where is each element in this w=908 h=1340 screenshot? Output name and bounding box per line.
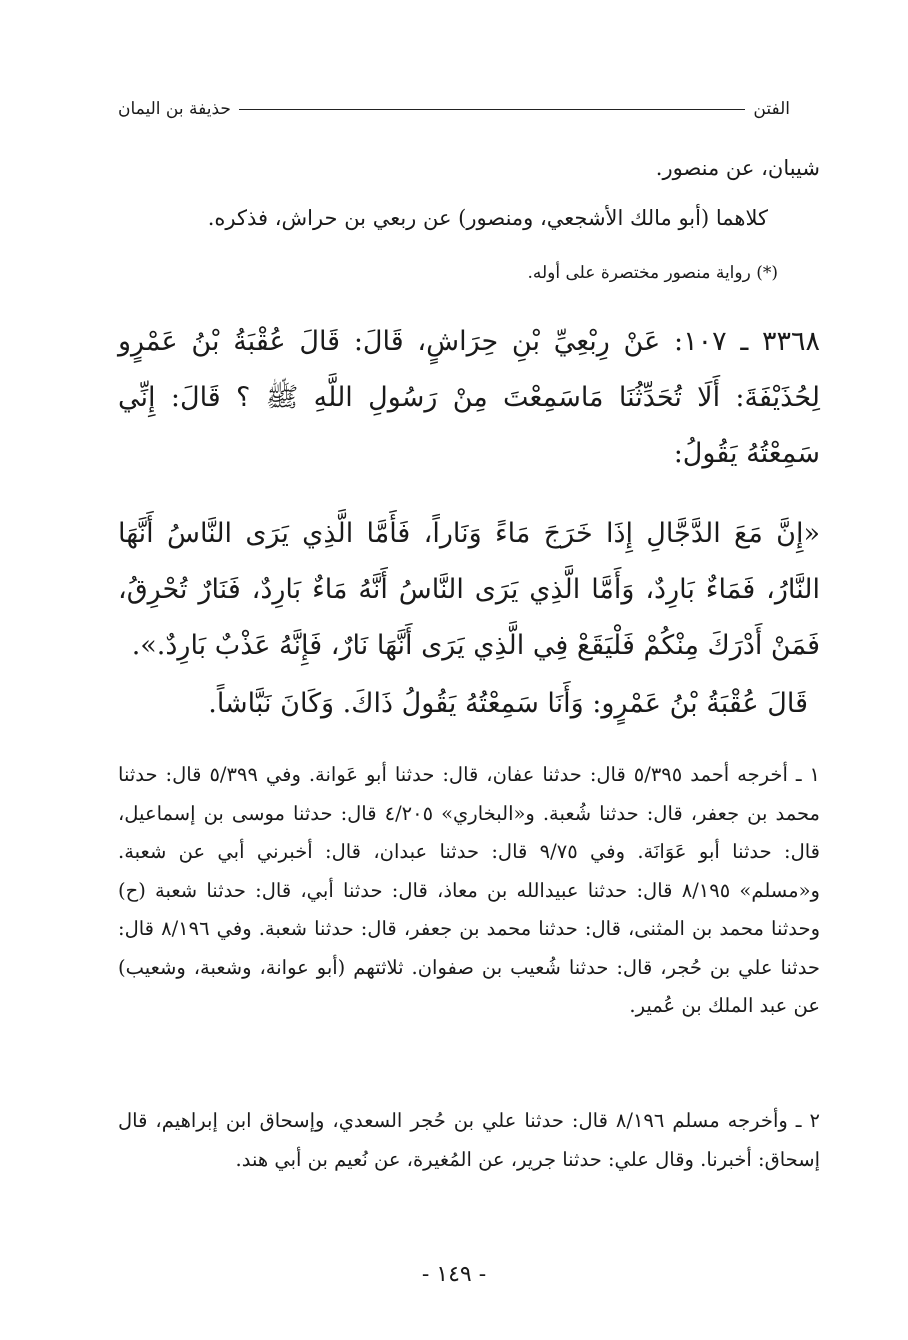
hadith-chain: ٣٣٦٨ ـ ١٠٧: عَنْ رِبْعِيِّ بْنِ حِرَاشٍ، قَالَ: قَالَ عُقْبَةُ بْنُ عَمْرٍو لِحُذَيْفَةَ: أَلَا تُحَدِّثُنَا مَاسَمِعْتَ مِنْ رَسُولِ اللَّهِ ﷺ ؟ قَالَ: إِنِّي سَمِعْتُهُ يَقُولُ: [118, 326, 820, 469]
hadith-closing: قَالَ عُقْبَةُ بْنُ عَمْرٍو: وَأَنَا سَمِعْتُهُ يَقُولُ ذَاكَ. وَكَانَ نَبَّاشاً. [208, 688, 808, 719]
takhrij-note-2: ٢ ـ وأخرجه مسلم ٨/١٩٦ قال: حدثنا علي بن حُجر السعدي، وإسحاق ابن إبراهيم، قال إسحاق: أخبرنا. وقال علي: حدثنا جرير، عن المُغيرة، عن نُعيم بن أبي هند. [118, 1109, 820, 1171]
intro-line-1: شيبان، عن منصور. [655, 156, 820, 180]
star-footnote: (*) رواية منصور مختصرة على أوله. [527, 263, 778, 283]
takhrij-note-1: ١ ـ أخرجه أحمد ٥/٣٩٥ قال: حدثنا عفان، قال: حدثنا أبو عَوانة. وفي ٥/٣٩٩ قال: حدثنا محمد بن جعفر، قال: حدثنا شُعبة. و«البخاري» ٤/٢٠٥ قال: حدثنا موسى بن إسماعيل، قال: حدثنا أبو عَوَانَة. وفي ٩/٧٥ قال: حدثنا عبدان، قال: أخبرني أبي عن شعبة. و«مسلم» ٨/١٩٥ قال: حدثنا عبيدالله بن معاذ، قال: حدثنا أبي، قال: حدثنا شعبة (ح) وحدثنا محمد بن المثنى، قال: حدثنا محمد بن جعفر، قال: حدثنا شعبة. وفي ٨/١٩٦ قال: حدثنا علي بن حُجر، قال: حدثنا شُعيب بن صفوان. ثلاثتهم (أبو عوانة، وشعبة، وشعيب) عن عبد الملك بن عُمير. [118, 763, 821, 1017]
intro-line-2: كلاهما (أبو مالك الأشجعي، ومنصور) عن ربعي بن حراش، فذكره. [207, 206, 768, 230]
hadith-text: «إِنَّ مَعَ الدَّجَّالِ إِذَا خَرَجَ مَاءً وَنَاراً، فَأَمَّا الَّذِي يَرَى النَّاسُ أَنَّهَا النَّارُ، فَمَاءٌ بَارِدٌ، وَأَمَّا الَّذِي يَرَى النَّاسُ أَنَّهُ مَاءٌ بَارِدٌ، فَنَارٌ تُحْرِقُ، فَمَنْ أَدْرَكَ مِنْكُمْ فَلْيَقَعْ فِي الَّذِي يَرَى أَنَّهَا نَارٌ، فَإِنَّهُ عَذْبٌ بَارِدٌ.». [118, 518, 820, 661]
section-title: حذيفة بن اليمان [118, 99, 231, 119]
header-rule [239, 109, 746, 110]
page-number: - ١٤٩ - [421, 1262, 487, 1287]
book-title: الفتن [753, 99, 790, 119]
running-header [118, 96, 790, 122]
